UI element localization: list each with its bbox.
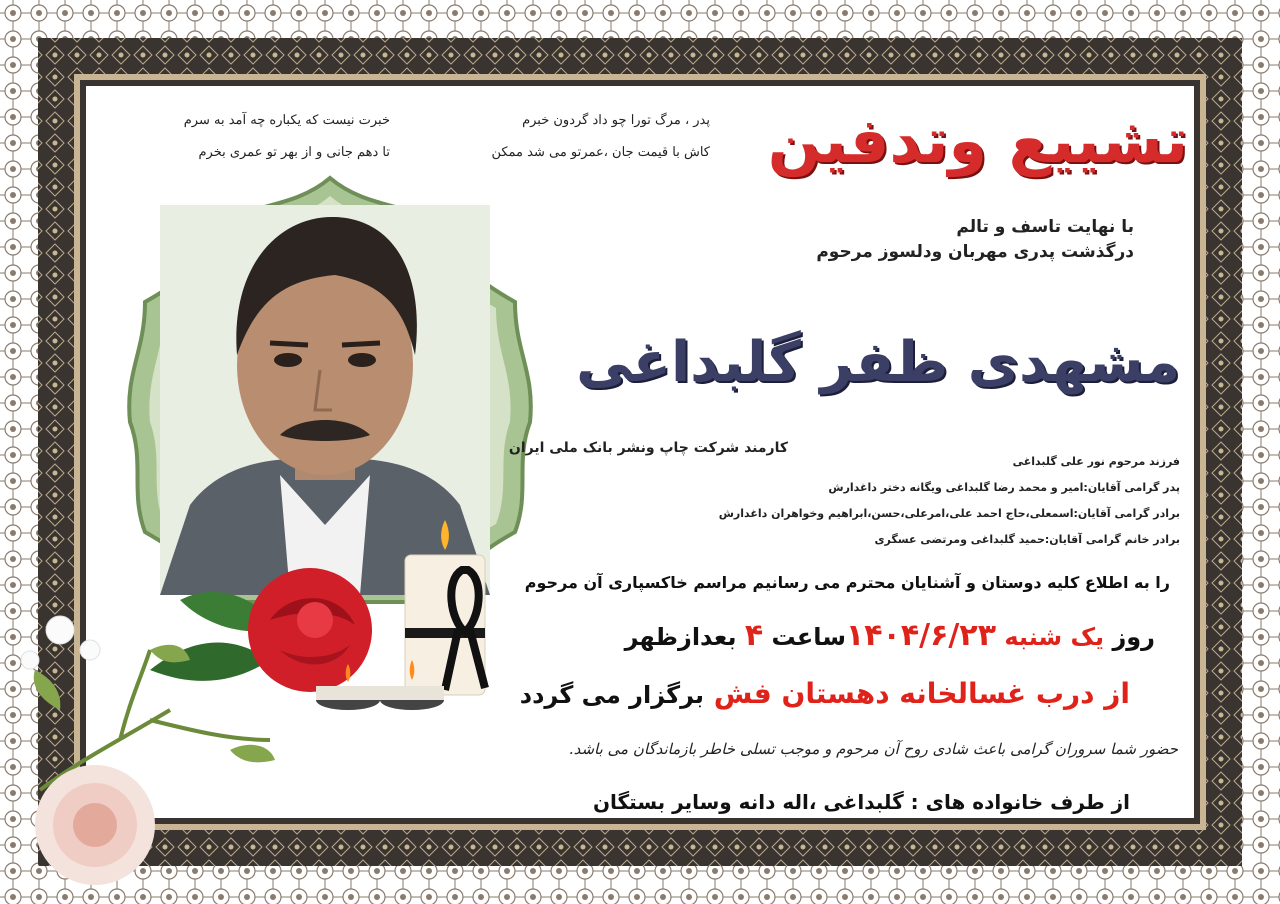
day-prefix: روز — [1112, 623, 1155, 651]
poem-right-line-1: پدر ، مرگ تورا چو داد گردون خبرم — [522, 113, 710, 128]
relative-line: برادر گرامی آقایان:اسمعلی،حاج احمد علی،امرعلی،حسن،ابراهیم وخواهران داغدارش — [718, 507, 1180, 520]
family-signature: از طرف خانواده های : گلبداغی ،اله دانه وسایر بستگان — [592, 790, 1130, 814]
ceremony-date: ۱۴۰۴/۶/۲۳ — [845, 618, 997, 653]
deceased-name: مشهدی ظفر گلبداغی — [576, 330, 1180, 395]
venue-prefix: از درب — [1035, 677, 1130, 710]
relative-line: پدر گرامی آقایان:امیر و محمد رضا گلبداغی ویگانه دختر داغدارش — [828, 481, 1180, 494]
occupation: کارمند شرکت چاپ ونشر بانک ملی ایران — [508, 440, 788, 456]
ceremony-hour: ۴ — [744, 618, 764, 653]
ceremony-announcement: را به اطلاع کلیه دوستان و آشنایان محترم می رسانیم مراسم خاکسپاری آن مرحوم — [524, 573, 1170, 592]
closing-text: حضور شما سروران گرامی باعث شادی روح آن مرحوم و موجب تسلی خاطر بازماندگان می باشد. — [568, 740, 1178, 758]
flower-decoration — [0, 590, 310, 900]
intro-line-1: با نهایت تاسف و تالم — [956, 217, 1134, 237]
poem-left-line-2: تا دهم جانی و از بهر تو عمری بخرم — [198, 145, 390, 160]
relative-line: برادر خانم گرامی آقایان:حمید گلبداغی ومرتضی عسگری — [874, 533, 1180, 546]
candle-icon — [405, 520, 485, 695]
ceremony-date-line — [625, 618, 1155, 653]
venue-suffix: برگزار می گردد — [519, 681, 705, 709]
relative-line: فرزند مرحوم نور علی گلبداغی — [1012, 455, 1180, 468]
announcement-title: تشییع وتدفین — [767, 104, 1188, 177]
poem-left-line-1: خبرت نیست که یکباره چه آمد به سرم — [183, 113, 390, 128]
time-label: ساعت — [771, 623, 846, 651]
ceremony-venue: غسالخانه دهستان فش — [713, 677, 1027, 710]
flower-icon — [35, 765, 155, 885]
poem-right-line-2: کاش با قیمت جان ،عمرتو می شد ممکن — [491, 145, 710, 160]
time-suffix: بعدازظهر — [624, 623, 737, 651]
ceremony-venue-line — [520, 677, 1130, 710]
intro-line-2: درگذشت پدری مهربان ودلسوز مرحوم — [816, 242, 1134, 262]
ceremony-day: یک شنبه — [1004, 623, 1105, 651]
